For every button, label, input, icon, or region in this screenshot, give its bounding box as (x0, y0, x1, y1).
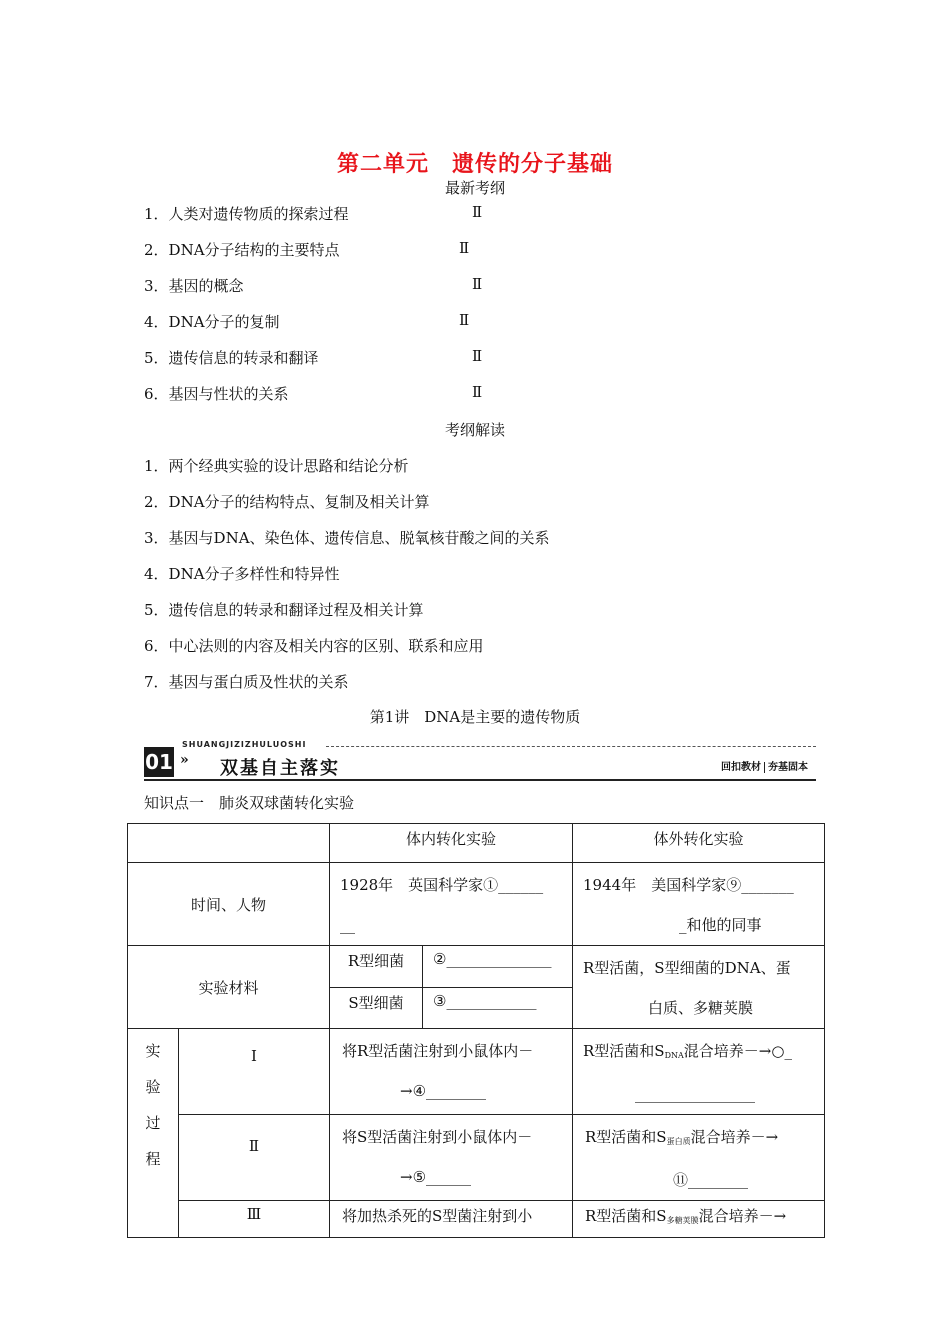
syllabus-level: Ⅱ (472, 275, 483, 293)
step1-vivo-line1: 将R型活菌注射到小鼠体内－ (342, 1042, 534, 1060)
cell-step3-in-vivo (330, 1201, 573, 1238)
transformation-experiment-table (127, 823, 825, 1238)
syllabus-level: Ⅱ (472, 383, 483, 401)
section-banner (144, 740, 816, 782)
cell-step1-in-vivo (330, 1029, 573, 1115)
interpretation-item: 3．基因与DNA、染色体、遗传信息、脱氧核苷酸之间的关系 (144, 529, 550, 547)
process-label (128, 1029, 179, 1238)
syllabus-heading: 最新考纲 (444, 179, 505, 197)
s-type-label: S型细菌 (330, 988, 423, 1029)
step3-vitro-post: 混合培养－→ (698, 1207, 787, 1225)
syllabus-item: 5．遗传信息的转录和翻译 (144, 349, 319, 367)
step1-vitro-pre: R型活菌和S (583, 1042, 665, 1060)
r-type-blank: ②______________ (423, 946, 573, 988)
step2-vitro-post: 混合培养－→ (690, 1128, 779, 1146)
interpretation-item: 2．DNA分子的结构特点、复制及相关计算 (144, 493, 430, 511)
time-vivo-line2: __ (340, 916, 355, 934)
step1-vitro-sub: DNA (664, 1051, 684, 1060)
cell-step2-in-vivo (330, 1115, 573, 1201)
cell-step2-in-vitro (573, 1115, 825, 1201)
process-char: 验 (145, 1078, 161, 1096)
step2-vivo-line2: →⑤______ (400, 1168, 472, 1186)
step2-vitro-line2: ⑪________ (673, 1171, 749, 1189)
banner-pinyin: SHUANGJIZIZHULUOSHI (182, 740, 307, 749)
table-row (128, 863, 825, 946)
banner-tag (721, 758, 808, 773)
syllabus-level: Ⅱ (459, 311, 470, 329)
cell-material-in-vitro (573, 946, 825, 1029)
process-char: 过 (145, 1114, 161, 1132)
cell-step3-in-vitro (573, 1201, 825, 1238)
interpretation-item: 4．DNA分子多样性和特异性 (144, 565, 340, 583)
step1-vitro-post: 混合培养－→○_ (683, 1042, 792, 1060)
syllabus-item: 2．DNA分子结构的主要特点 (144, 241, 340, 259)
interpretation-item: 1．两个经典实验的设计思路和结论分析 (144, 457, 409, 475)
syllabus-item: 1．人类对遗传物质的探索过程 (144, 205, 349, 223)
step2-vitro-line1 (585, 1117, 818, 1160)
cell-time-in-vitro (573, 863, 825, 946)
table-row (128, 1201, 825, 1238)
section-heading: 双基自主落实 (220, 758, 340, 779)
time-vivo-line1: 1928年 英国科学家①______ (340, 876, 544, 894)
table-header-row (128, 824, 825, 863)
s-type-blank: ③____________ (423, 988, 573, 1029)
interpretation-item: 7．基因与蛋白质及性状的关系 (144, 673, 349, 691)
step2-vivo-line1: 将S型活菌注射到小鼠体内－ (342, 1128, 533, 1146)
syllabus-item: 4．DNA分子的复制 (144, 313, 280, 331)
syllabus-item: 6．基因与性状的关系 (144, 385, 289, 403)
interpretation-item: 6．中心法则的内容及相关内容的区别、联系和应用 (144, 637, 484, 655)
banner-dashed-rule (326, 746, 816, 747)
step-label: Ⅲ (179, 1201, 330, 1238)
step3-vitro-sub: 多糖荚膜 (666, 1216, 699, 1225)
knowledge-point-title: 知识点一 肺炎双球菌转化实验 (144, 794, 355, 812)
cell-time-in-vivo (330, 863, 573, 946)
row-label-time: 时间、人物 (128, 863, 330, 946)
material-vitro-line2: 白质、多糖荚膜 (648, 999, 754, 1017)
syllabus-level: Ⅱ (472, 203, 483, 221)
step3-vitro-line1 (585, 1205, 818, 1226)
cell-step1-in-vitro (573, 1029, 825, 1115)
banner-tag-right: 夯基固本 (768, 762, 808, 773)
material-vitro-line1: R型活菌，S型细菌的DNA、蛋 (583, 959, 791, 977)
double-chevron-icon: » (180, 752, 189, 768)
syllabus-item: 3．基因的概念 (144, 277, 244, 295)
interpretation-heading: 考纲解读 (444, 421, 505, 439)
unit-title: 第二单元 遗传的分子基础 (336, 152, 613, 177)
time-vitro-line2: _和他的同事 (679, 916, 762, 934)
process-char: 程 (145, 1150, 161, 1168)
step1-vitro-line1 (583, 1031, 818, 1074)
step-label: Ⅱ (179, 1115, 330, 1201)
syllabus-level: Ⅱ (459, 239, 470, 257)
step1-vivo-line2: →④________ (400, 1082, 487, 1100)
header-in-vitro: 体外转化实验 (573, 824, 825, 863)
step3-vivo-line1: 将加热杀死的S型菌注射到小 (342, 1207, 533, 1225)
interpretation-item: 5．遗传信息的转录和翻译过程及相关计算 (144, 601, 424, 619)
step2-vitro-sub: 蛋白质 (666, 1137, 691, 1146)
process-char: 实 (145, 1042, 161, 1060)
section-number-badge: 01 (144, 747, 174, 777)
syllabus-level: Ⅱ (472, 347, 483, 365)
step1-vitro-line2: ________________ (635, 1085, 756, 1103)
time-vitro-line1: 1944年 美国科学家⑨_______ (583, 876, 794, 894)
table-row (128, 1029, 825, 1115)
banner-tag-left: 回扣教材 (721, 762, 761, 773)
banner-rule (144, 779, 816, 781)
header-empty-cell (128, 824, 330, 863)
table-row (128, 1115, 825, 1201)
table-row (128, 946, 825, 988)
tag-divider (764, 762, 765, 773)
r-type-label: R型细菌 (330, 946, 423, 988)
header-in-vivo: 体内转化实验 (330, 824, 573, 863)
step2-vitro-pre: R型活菌和S (585, 1128, 667, 1146)
step-label: Ⅰ (179, 1029, 330, 1115)
lecture-title: 第1讲 DNA是主要的遗传物质 (369, 708, 581, 726)
step3-vitro-pre: R型活菌和S (585, 1207, 667, 1225)
row-label-material: 实验材料 (128, 946, 330, 1029)
